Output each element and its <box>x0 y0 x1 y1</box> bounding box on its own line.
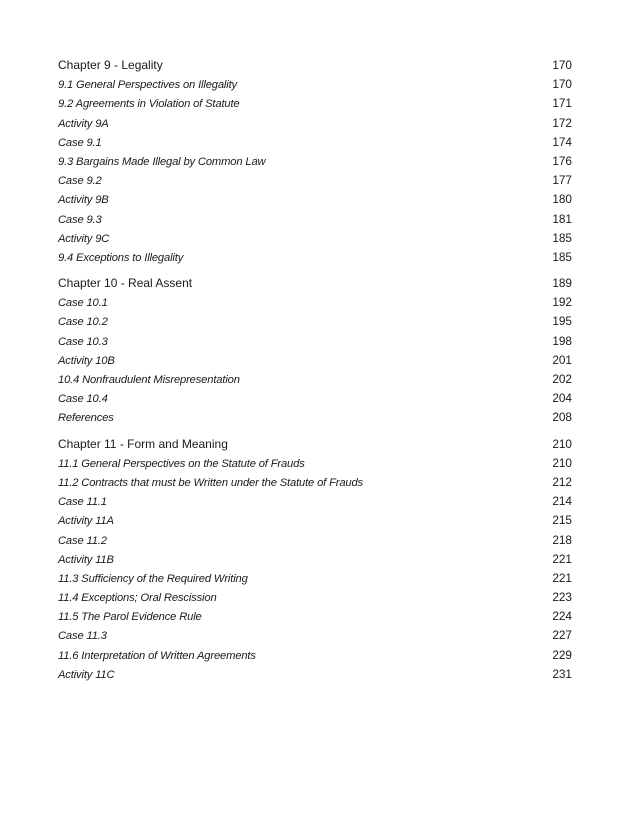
chapter-heading-row[interactable] <box>58 435 572 454</box>
toc-entry[interactable] <box>58 190 572 209</box>
toc-entry-page: 185 <box>552 230 572 245</box>
chapter-page-number: 210 <box>552 436 572 451</box>
toc-entry-label: Activity 11B <box>58 553 114 566</box>
toc-entry-page: 224 <box>552 609 572 624</box>
toc-entry-page: 192 <box>552 295 572 310</box>
toc-entry[interactable] <box>58 332 572 351</box>
toc-entry-label: Case 10.3 <box>58 335 108 348</box>
toc-entry-page: 201 <box>552 352 572 367</box>
toc-entry-page: 177 <box>552 173 572 188</box>
toc-entry-page: 215 <box>552 513 572 528</box>
toc-entry[interactable] <box>58 114 572 133</box>
toc-entry-label: 9.4 Exceptions to Illegality <box>58 251 184 264</box>
toc-entry-page: 204 <box>552 391 572 406</box>
toc-entry-page: 171 <box>552 96 572 111</box>
table-of-contents <box>58 56 572 691</box>
toc-entry-page: 185 <box>552 249 572 264</box>
toc-entry[interactable] <box>58 492 572 511</box>
toc-entry[interactable] <box>58 626 572 645</box>
toc-entry-page: 231 <box>552 666 572 681</box>
toc-entry[interactable] <box>58 473 572 492</box>
toc-entry-label: 11.4 Exceptions; Oral Rescission <box>58 592 217 605</box>
toc-entry-page: 172 <box>552 115 572 130</box>
toc-entry-page: 181 <box>552 211 572 226</box>
toc-entry[interactable] <box>58 152 572 171</box>
toc-entry-label: Case 9.3 <box>58 213 102 226</box>
toc-entry-page: 180 <box>552 192 572 207</box>
toc-entry[interactable] <box>58 370 572 389</box>
toc-entry-page: 218 <box>552 532 572 547</box>
toc-section-chapter-11 <box>58 435 572 684</box>
chapter-title: Chapter 11 - Form and Meaning <box>58 436 228 451</box>
chapter-page-number: 170 <box>552 58 572 72</box>
toc-entry-page: 210 <box>552 455 572 470</box>
toc-entry[interactable] <box>58 94 572 113</box>
toc-entry-label: Case 10.4 <box>58 393 108 406</box>
toc-entry[interactable] <box>58 607 572 626</box>
toc-entry-label: Activity 9A <box>58 117 109 130</box>
toc-entry[interactable] <box>58 75 572 94</box>
toc-entry-page: 176 <box>552 153 572 168</box>
toc-entry[interactable] <box>58 646 572 665</box>
toc-entry[interactable] <box>58 351 572 370</box>
toc-entry-label: 11.3 Sufficiency of the Required Writing <box>58 572 248 585</box>
toc-entry-label: 9.1 General Perspectives on Illegality <box>58 79 237 92</box>
toc-entry-page: 195 <box>552 314 572 329</box>
toc-entry[interactable] <box>58 133 572 152</box>
toc-entry-label: Activity 9C <box>58 232 110 245</box>
toc-entry-page: 208 <box>552 410 572 425</box>
toc-entry[interactable] <box>58 550 572 569</box>
toc-entry-page: 229 <box>552 647 572 662</box>
toc-entry-page: 170 <box>552 77 572 92</box>
toc-entry[interactable] <box>58 389 572 408</box>
toc-entry[interactable] <box>58 531 572 550</box>
chapter-page-number: 189 <box>552 276 572 291</box>
toc-entry-label: Activity 11A <box>58 515 114 528</box>
toc-entry-label: 10.4 Nonfraudulent Misrepresentation <box>58 374 240 386</box>
toc-entry-label: 11.1 General Perspectives on the Statute of Frauds <box>58 457 305 470</box>
toc-section-chapter-9 <box>58 56 572 267</box>
toc-entry[interactable] <box>58 408 572 427</box>
toc-entry[interactable] <box>58 511 572 530</box>
toc-entry[interactable] <box>58 665 572 684</box>
toc-entry-label: References <box>58 412 114 425</box>
toc-entry-page: 221 <box>552 551 572 566</box>
toc-entry[interactable] <box>58 588 572 607</box>
toc-entry-label: Case 11.3 <box>58 630 107 643</box>
toc-entry-page: 227 <box>552 628 572 643</box>
toc-entry[interactable] <box>58 171 572 190</box>
toc-entry-label: Case 11.1 <box>58 496 107 509</box>
chapter-title: Chapter 9 - Legality <box>58 58 163 72</box>
toc-entry-label: Case 11.2 <box>58 534 107 547</box>
toc-entry[interactable] <box>58 248 572 267</box>
toc-entry-page: 202 <box>552 372 572 386</box>
toc-entry-page: 221 <box>552 570 572 585</box>
toc-entry-label: Activity 9B <box>58 194 109 207</box>
toc-section-chapter-10 <box>58 274 572 428</box>
toc-entry-page: 214 <box>552 494 572 509</box>
toc-entry[interactable] <box>58 293 572 312</box>
toc-entry[interactable] <box>58 454 572 473</box>
toc-entry-page: 223 <box>552 590 572 605</box>
toc-entry-page: 212 <box>552 474 572 489</box>
toc-entry-label: Case 9.1 <box>58 136 102 149</box>
toc-entry-label: Activity 11C <box>58 668 115 681</box>
toc-entry-label: Case 10.2 <box>58 316 108 329</box>
toc-entry[interactable] <box>58 569 572 588</box>
toc-entry-label: 11.5 The Parol Evidence Rule <box>58 611 202 624</box>
toc-entry-page: 198 <box>552 333 572 348</box>
toc-entry-label: 11.6 Interpretation of Written Agreements <box>58 649 256 662</box>
chapter-title: Chapter 10 - Real Assent <box>58 276 193 291</box>
toc-entry-label: Case 10.1 <box>58 297 108 310</box>
toc-entry-label: 9.2 Agreements in Violation of Statute <box>58 98 240 111</box>
toc-entry-label: Activity 10B <box>58 354 115 367</box>
toc-entry[interactable] <box>58 210 572 229</box>
toc-entry[interactable] <box>58 229 572 248</box>
chapter-heading-row[interactable] <box>58 56 572 75</box>
toc-entry-label: 11.2 Contracts that must be Written under the Statute of Frauds <box>58 476 363 489</box>
toc-entry-label: 9.3 Bargains Made Illegal by Common Law <box>58 155 266 168</box>
toc-entry[interactable] <box>58 312 572 331</box>
chapter-heading-row[interactable] <box>58 274 572 293</box>
toc-entry-label: Case 9.2 <box>58 175 102 188</box>
toc-entry-page: 174 <box>552 134 572 149</box>
